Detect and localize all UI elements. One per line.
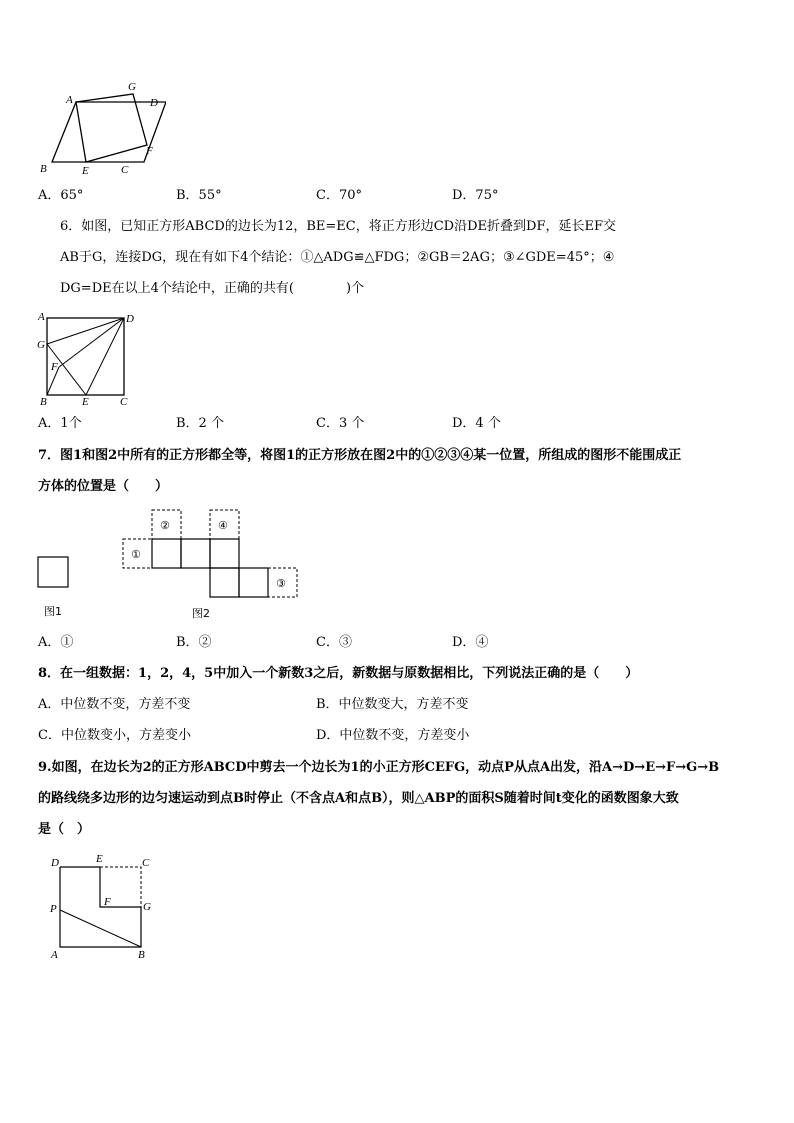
- label-b: B: [40, 396, 47, 406]
- q7-option-a[interactable]: A．①: [38, 635, 74, 650]
- q8-text-line1: 8．在一组数据：1，2，4，5中加入一个新数3之后，新数据与原数据相比，下列说法正确的是（ ）: [38, 666, 639, 681]
- q5-option-d[interactable]: D．75°: [452, 188, 499, 203]
- marker-2: ②: [160, 519, 170, 532]
- q7-diagram: [30, 505, 310, 625]
- q5-option-a[interactable]: A．65°: [38, 188, 84, 203]
- label-e: E: [96, 853, 103, 865]
- fig2-caption: 图2: [192, 607, 210, 620]
- label-a: A: [66, 94, 73, 106]
- q7-text-line1: 7．图1和图2中所有的正方形都全等，将图1的正方形放在图2中的①②③④某一位置，所组成的图形不能围成正: [38, 448, 682, 463]
- q8-option-d[interactable]: D．中位数不变，方差变小: [316, 728, 470, 743]
- q6-diagram: [34, 310, 144, 406]
- q7-figure: [30, 505, 310, 625]
- label-g: G: [143, 901, 151, 913]
- label-d: D: [150, 97, 158, 109]
- label-f: F: [51, 361, 58, 373]
- label-e: E: [82, 165, 89, 177]
- q7-text-line2: 方体的位置是（ ）: [38, 479, 169, 494]
- q6-text-line3: DG=DE在以上4个结论中，正确的共有( )个: [60, 281, 365, 296]
- label-a: A: [38, 311, 45, 323]
- q5-diagram: [36, 78, 166, 178]
- q9-text-line3: 是（ ）: [38, 822, 91, 837]
- q7-option-c[interactable]: C．③: [316, 635, 352, 650]
- label-d: D: [51, 857, 59, 869]
- q6-option-d[interactable]: D．4 个: [452, 416, 501, 431]
- label-a: A: [51, 949, 58, 961]
- q9-figure: [42, 850, 172, 965]
- q7-option-d[interactable]: D．④: [452, 635, 489, 650]
- label-c: C: [121, 164, 129, 176]
- q9-text-line2: 的路线绕多边形的边匀速运动到点B时停止（不含点A和点B），则△ABP的面积S随着时间t变化的函数图象大致: [38, 791, 679, 806]
- fig1-caption: 图1: [44, 605, 62, 618]
- q8-option-b[interactable]: B．中位数变大，方差不变: [316, 697, 469, 712]
- label-e: E: [82, 396, 89, 406]
- q8-option-a[interactable]: A．中位数不变，方差不变: [38, 697, 191, 712]
- fig1-square: [38, 557, 68, 587]
- label-c: C: [120, 396, 128, 406]
- q5-option-b[interactable]: B．55°: [176, 188, 222, 203]
- label-g: G: [37, 339, 45, 351]
- q9-diagram: [42, 850, 172, 965]
- q9-text-line1: 9.如图，在边长为2的正方形ABCD中剪去一个边长为1的小正方形CEFG，动点P从点A出发，沿A→D→E→F→G→B: [38, 760, 720, 775]
- label-f: F: [146, 145, 153, 157]
- q6-figure: [34, 310, 144, 406]
- q6-option-a[interactable]: A．1个: [38, 416, 82, 431]
- label-f: F: [104, 896, 111, 908]
- label-p: P: [50, 903, 57, 915]
- label-c: C: [142, 857, 150, 869]
- q7-option-b[interactable]: B．②: [176, 635, 212, 650]
- label-g: G: [128, 81, 136, 93]
- marker-3: ③: [276, 577, 286, 590]
- q6-text-line1: 6．如图，已知正方形ABCD的边长为12，BE=EC，将正方形边CD沿DE折叠到DF，延长EF交: [60, 219, 616, 234]
- q5-option-c[interactable]: C．70°: [316, 188, 362, 203]
- q6-option-b[interactable]: B．2 个: [176, 416, 224, 431]
- label-b: B: [40, 163, 47, 175]
- q6-option-c[interactable]: C．3 个: [316, 416, 365, 431]
- label-b: B: [138, 949, 145, 961]
- marker-4: ④: [218, 519, 228, 532]
- marker-1: ①: [131, 548, 141, 561]
- q6-text-line2: AB于G，连接DG，现在有如下4个结论：①△ADG≌△FDG；②GB＝2AG；③∠GDE=45°；④: [60, 250, 615, 265]
- q8-option-c[interactable]: C．中位数变小，方差变小: [38, 728, 191, 743]
- label-d: D: [126, 313, 134, 325]
- q5-figure: [36, 78, 166, 178]
